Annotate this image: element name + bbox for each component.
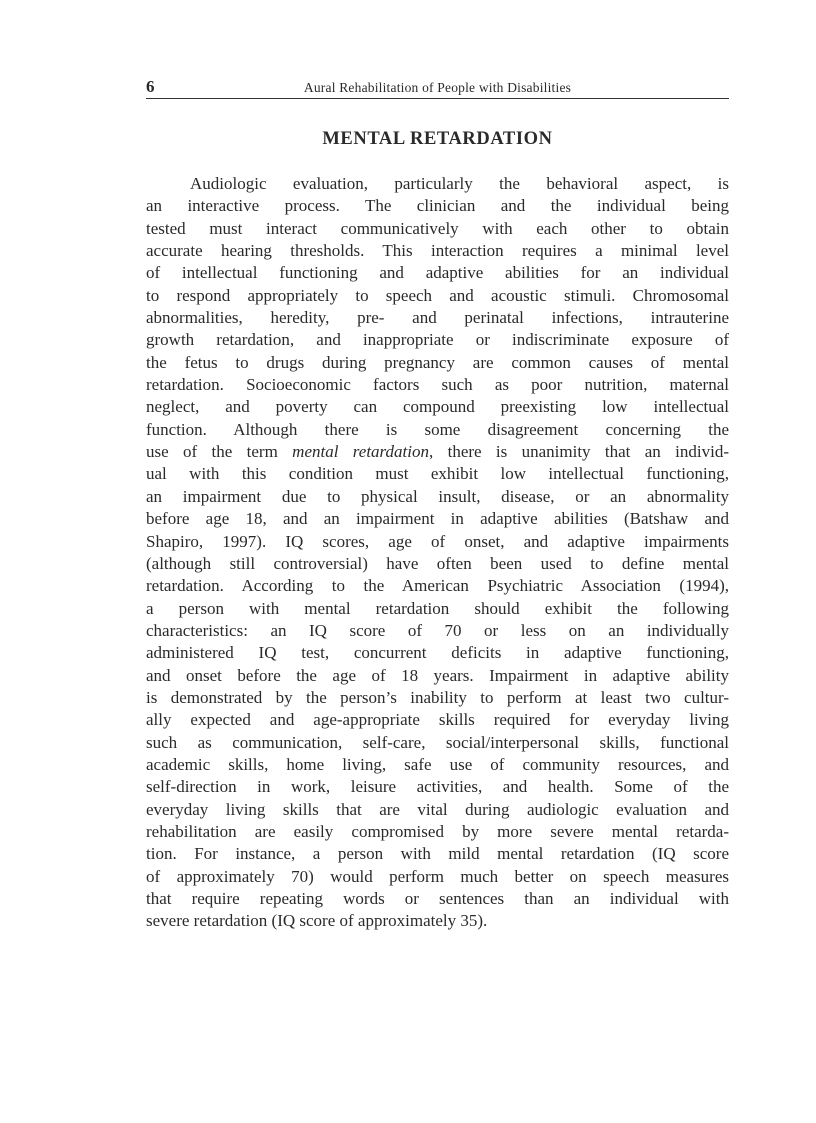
page-number: 6 xyxy=(146,77,155,96)
section-heading: MENTAL RETARDATION xyxy=(322,129,553,149)
paragraph-line: retardation. According to the American Psychiatric Association (1994), xyxy=(146,576,729,596)
paragraph-line: everyday living skills that are vital during audiologic evaluation and xyxy=(146,799,729,819)
paragraph-line: such as communication, self-care, social/interpersonal skills, functional xyxy=(146,732,729,752)
body-paragraph xyxy=(146,173,729,933)
paragraph-line: abnormalities, heredity, pre- and perinatal infections, intrauterine xyxy=(146,308,729,328)
line-tail-text: , there is unanimity that an individ- xyxy=(428,442,729,462)
paragraph-line: to respond appropriately to speech and acoustic stimuli. Chromosomal xyxy=(146,285,729,305)
paragraph-line: tested must interact communicatively with each other to obtain xyxy=(146,218,729,238)
paragraph-line: that require repeating words or sentences than an individual with xyxy=(146,889,729,908)
paragraph-line-with-italic xyxy=(146,441,729,463)
paragraph-line: of approximately 70) would perform much better on speech measures xyxy=(146,866,729,886)
paragraph-line: retardation. Socioeconomic factors such as poor nutrition, maternal xyxy=(146,375,729,395)
paragraph-line: tion. For instance, a person with mild mental retardation (IQ score xyxy=(146,844,729,864)
line-lead-text: use of the term xyxy=(146,442,293,462)
paragraph-line: (although still controversial) have often been used to define mental xyxy=(146,553,729,573)
paragraph-line: administered IQ test, concurrent deficits in adaptive functioning, xyxy=(146,643,729,663)
paragraph-line: Shapiro, 1997). IQ scores, age of onset, and adaptive impairments xyxy=(146,531,729,551)
running-head-title: Aural Rehabilitation of People with Disabilities xyxy=(303,80,572,95)
paragraph-line: characteristics: an IQ score of 70 or less on an individually xyxy=(146,620,729,640)
paragraph-line: accurate hearing thresholds. This interaction requires a minimal level xyxy=(146,241,729,261)
paragraph-line: academic skills, home living, safe use of community resources, and xyxy=(146,754,729,774)
paragraph-line: before age 18, and an impairment in adaptive abilities (Batshaw and xyxy=(146,509,729,529)
paragraph-line: of intellectual functioning and adaptive abilities for an individual xyxy=(146,263,729,283)
paragraph-line: growth retardation, and inappropriate or indiscriminate exposure of xyxy=(146,330,729,350)
running-head xyxy=(146,76,729,99)
paragraph-line: a person with mental retardation should exhibit the following xyxy=(146,598,729,618)
paragraph-line: Audiologic evaluation, particularly the behavioral aspect, is xyxy=(190,174,729,193)
paragraph-line: an impairment due to physical insult, disease, or an abnormality xyxy=(146,486,729,506)
paragraph-line: ual with this condition must exhibit low intellectual functioning, xyxy=(146,464,729,484)
paragraph-line: the fetus to drugs during pregnancy are common causes of mental xyxy=(146,352,729,372)
paragraph-line: self-direction in work, leisure activities, and health. Some of the xyxy=(146,777,729,797)
paragraph-line: function. Although there is some disagreement concerning the xyxy=(146,419,729,439)
paragraph-line: ally expected and age-appropriate skills required for everyday living xyxy=(146,710,729,730)
paragraph-line: and onset before the age of 18 years. Impairment in adaptive ability xyxy=(146,665,729,685)
paragraph-line: is demonstrated by the person’s inability to perform at least two cultur- xyxy=(146,687,729,707)
paragraph-line: an interactive process. The clinician and the individual being xyxy=(146,196,729,216)
italic-term: mental retardation xyxy=(292,442,429,462)
paragraph-line: rehabilitation are easily compromised by more severe mental retarda- xyxy=(146,821,729,841)
paragraph-line: neglect, and poverty can compound preexisting low intellectual xyxy=(146,397,729,417)
paragraph-line: severe retardation (IQ score of approximately 35). xyxy=(146,911,488,931)
